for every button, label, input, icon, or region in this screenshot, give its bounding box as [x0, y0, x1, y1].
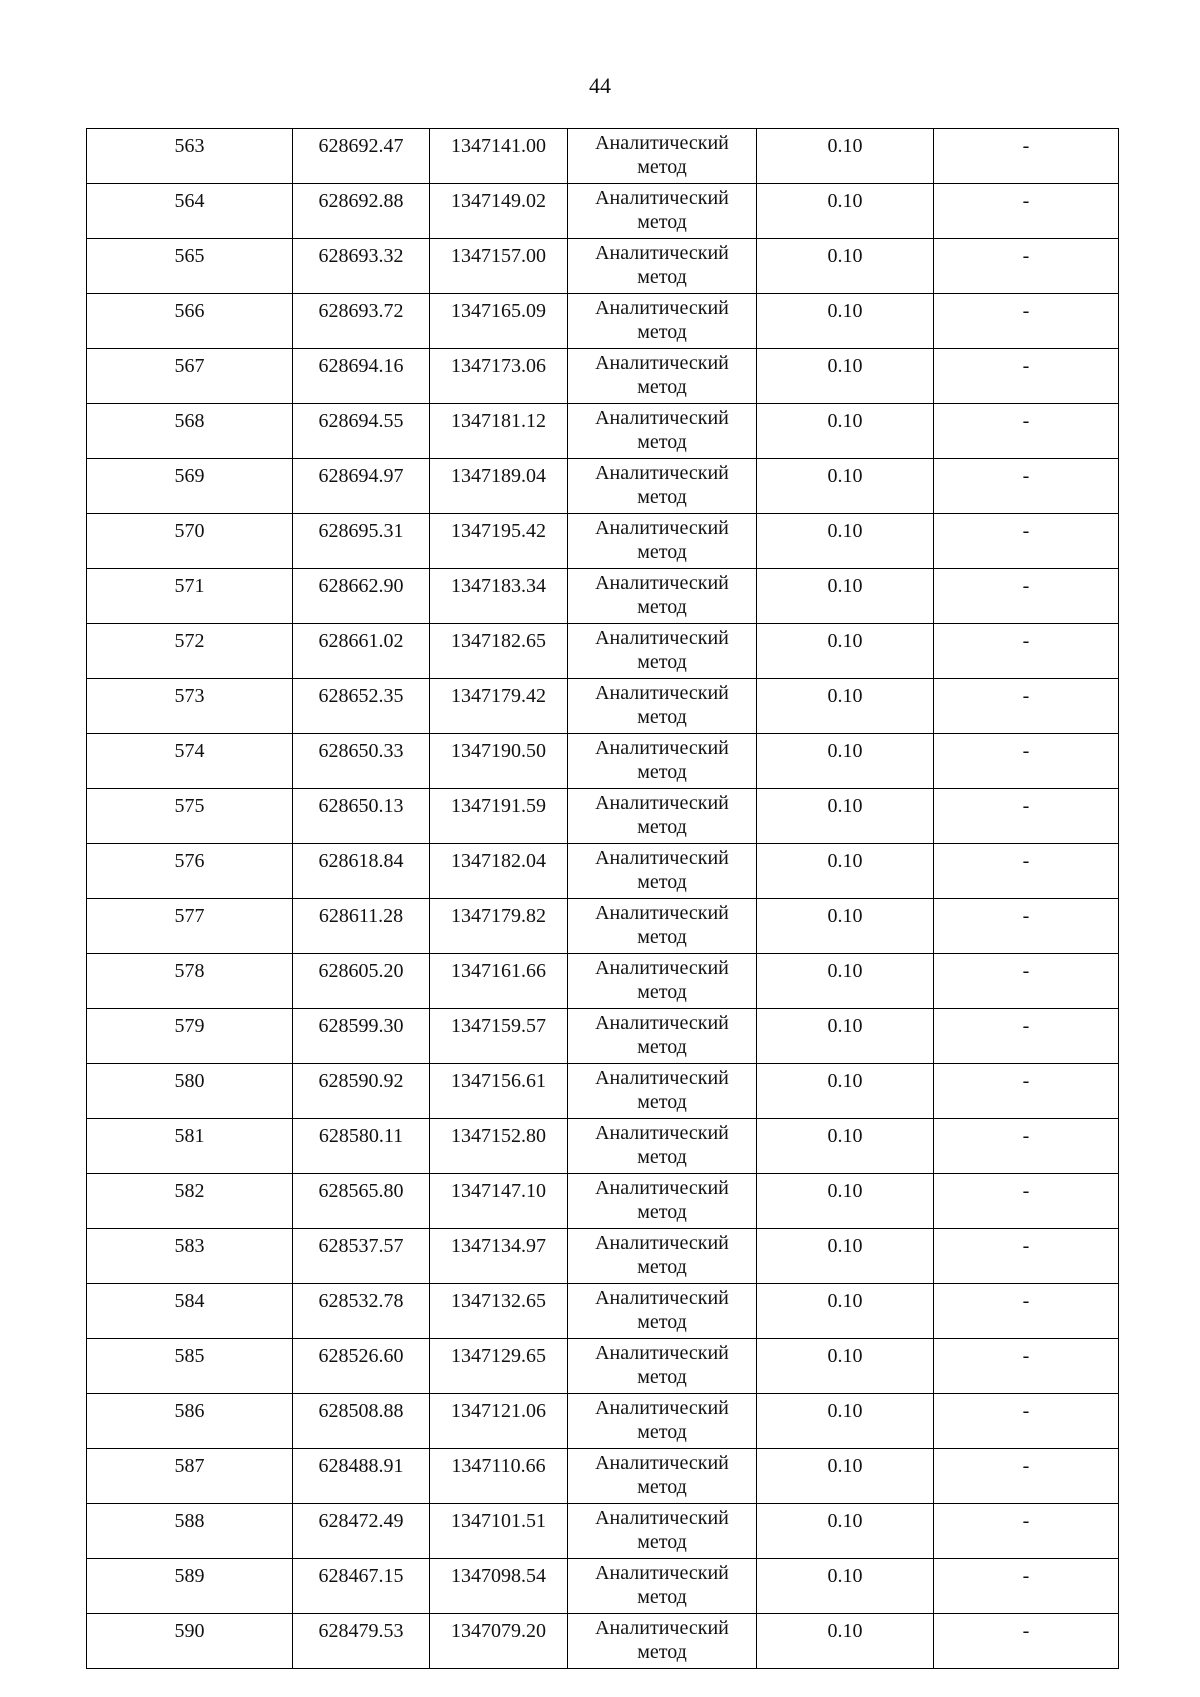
note-cell: - — [934, 514, 1119, 569]
note-cell: - — [934, 899, 1119, 954]
point-number-cell: 582 — [87, 1174, 293, 1229]
x-coordinate-cell: 628693.32 — [293, 239, 430, 294]
point-number-cell: 568 — [87, 404, 293, 459]
accuracy-cell: 0.10 — [757, 734, 934, 789]
accuracy-cell: 0.10 — [757, 1284, 934, 1339]
table-row — [87, 459, 1119, 514]
method-line-2: метод — [637, 1421, 687, 1443]
x-coordinate-cell: 628599.30 — [293, 1009, 430, 1064]
note-cell: - — [934, 954, 1119, 1009]
method-cell — [568, 679, 757, 734]
point-number-cell: 581 — [87, 1119, 293, 1174]
accuracy-cell: 0.10 — [757, 1559, 934, 1614]
table-row — [87, 514, 1119, 569]
y-coordinate-cell: 1347182.04 — [430, 844, 568, 899]
method-line-2: метод — [637, 596, 687, 618]
method-line-2: метод — [637, 1201, 687, 1223]
accuracy-cell: 0.10 — [757, 1119, 934, 1174]
note-cell: - — [934, 1339, 1119, 1394]
accuracy-cell: 0.10 — [757, 1394, 934, 1449]
table-row — [87, 624, 1119, 679]
method-line-2: метод — [637, 706, 687, 728]
accuracy-cell: 0.10 — [757, 184, 934, 239]
method-line-2: метод — [637, 1091, 687, 1113]
note-cell: - — [934, 1174, 1119, 1229]
method-cell — [568, 239, 757, 294]
x-coordinate-cell: 628526.60 — [293, 1339, 430, 1394]
y-coordinate-cell: 1347079.20 — [430, 1614, 568, 1669]
accuracy-cell: 0.10 — [757, 1614, 934, 1669]
point-number-cell: 576 — [87, 844, 293, 899]
method-cell — [568, 459, 757, 514]
accuracy-cell: 0.10 — [757, 954, 934, 1009]
note-cell: - — [934, 129, 1119, 184]
accuracy-cell: 0.10 — [757, 1339, 934, 1394]
point-number-cell: 565 — [87, 239, 293, 294]
accuracy-cell: 0.10 — [757, 349, 934, 404]
method-cell — [568, 1449, 757, 1504]
note-cell: - — [934, 844, 1119, 899]
x-coordinate-cell: 628662.90 — [293, 569, 430, 624]
method-line-1: Аналитический — [595, 957, 729, 979]
point-number-cell: 590 — [87, 1614, 293, 1669]
accuracy-cell: 0.10 — [757, 1229, 934, 1284]
table-row — [87, 1394, 1119, 1449]
y-coordinate-cell: 1347121.06 — [430, 1394, 568, 1449]
page-number: 44 — [589, 73, 611, 98]
method-cell — [568, 1174, 757, 1229]
accuracy-cell: 0.10 — [757, 899, 934, 954]
table-row — [87, 294, 1119, 349]
note-cell: - — [934, 569, 1119, 624]
table-row — [87, 734, 1119, 789]
x-coordinate-cell: 628692.47 — [293, 129, 430, 184]
note-cell: - — [934, 679, 1119, 734]
x-coordinate-cell: 628565.80 — [293, 1174, 430, 1229]
method-line-1: Аналитический — [595, 1067, 729, 1089]
method-line-2: метод — [637, 211, 687, 233]
method-line-1: Аналитический — [595, 462, 729, 484]
point-number-cell: 583 — [87, 1229, 293, 1284]
point-number-cell: 577 — [87, 899, 293, 954]
method-line-1: Аналитический — [595, 1122, 729, 1144]
accuracy-cell: 0.10 — [757, 1504, 934, 1559]
note-cell: - — [934, 1064, 1119, 1119]
method-line-2: метод — [637, 651, 687, 673]
note-cell: - — [934, 459, 1119, 514]
method-line-2: метод — [637, 1641, 687, 1663]
point-number-cell: 584 — [87, 1284, 293, 1339]
accuracy-cell: 0.10 — [757, 459, 934, 514]
method-line-1: Аналитический — [595, 1562, 729, 1584]
method-line-1: Аналитический — [595, 737, 729, 759]
method-line-2: метод — [637, 431, 687, 453]
note-cell: - — [934, 184, 1119, 239]
x-coordinate-cell: 628508.88 — [293, 1394, 430, 1449]
method-cell — [568, 899, 757, 954]
method-line-2: метод — [637, 981, 687, 1003]
note-cell: - — [934, 789, 1119, 844]
accuracy-cell: 0.10 — [757, 1449, 934, 1504]
method-line-2: метод — [637, 1036, 687, 1058]
note-cell: - — [934, 1559, 1119, 1614]
accuracy-cell: 0.10 — [757, 1009, 934, 1064]
method-line-1: Аналитический — [595, 1012, 729, 1034]
table-row — [87, 1119, 1119, 1174]
point-number-cell: 579 — [87, 1009, 293, 1064]
method-line-2: метод — [637, 486, 687, 508]
y-coordinate-cell: 1347156.61 — [430, 1064, 568, 1119]
y-coordinate-cell: 1347182.65 — [430, 624, 568, 679]
table-row — [87, 1009, 1119, 1064]
accuracy-cell: 0.10 — [757, 569, 934, 624]
x-coordinate-cell: 628479.53 — [293, 1614, 430, 1669]
note-cell: - — [934, 294, 1119, 349]
method-line-1: Аналитический — [595, 297, 729, 319]
method-line-1: Аналитический — [595, 1342, 729, 1364]
accuracy-cell: 0.10 — [757, 514, 934, 569]
x-coordinate-cell: 628467.15 — [293, 1559, 430, 1614]
note-cell: - — [934, 1119, 1119, 1174]
x-coordinate-cell: 628695.31 — [293, 514, 430, 569]
method-line-2: метод — [637, 1366, 687, 1388]
method-line-2: метод — [637, 1586, 687, 1608]
accuracy-cell: 0.10 — [757, 1064, 934, 1119]
x-coordinate-cell: 628692.88 — [293, 184, 430, 239]
accuracy-cell: 0.10 — [757, 789, 934, 844]
coordinates-table-body — [87, 129, 1119, 1669]
table-row — [87, 1504, 1119, 1559]
method-line-1: Аналитический — [595, 407, 729, 429]
method-line-1: Аналитический — [595, 572, 729, 594]
method-line-2: метод — [637, 1531, 687, 1553]
method-cell — [568, 954, 757, 1009]
method-line-1: Аналитический — [595, 682, 729, 704]
table-row — [87, 1339, 1119, 1394]
method-line-2: метод — [637, 321, 687, 343]
table-row — [87, 954, 1119, 1009]
method-cell — [568, 404, 757, 459]
y-coordinate-cell: 1347134.97 — [430, 1229, 568, 1284]
point-number-cell: 578 — [87, 954, 293, 1009]
point-number-cell: 586 — [87, 1394, 293, 1449]
note-cell: - — [934, 1449, 1119, 1504]
method-line-1: Аналитический — [595, 1287, 729, 1309]
coordinates-table — [86, 128, 1119, 1669]
y-coordinate-cell: 1347098.54 — [430, 1559, 568, 1614]
y-coordinate-cell: 1347179.42 — [430, 679, 568, 734]
method-cell — [568, 1614, 757, 1669]
method-line-1: Аналитический — [595, 187, 729, 209]
y-coordinate-cell: 1347181.12 — [430, 404, 568, 459]
method-line-2: метод — [637, 1311, 687, 1333]
point-number-cell: 587 — [87, 1449, 293, 1504]
method-line-2: метод — [637, 266, 687, 288]
method-cell — [568, 569, 757, 624]
y-coordinate-cell: 1347147.10 — [430, 1174, 568, 1229]
note-cell: - — [934, 349, 1119, 404]
point-number-cell: 580 — [87, 1064, 293, 1119]
x-coordinate-cell: 628618.84 — [293, 844, 430, 899]
method-line-2: метод — [637, 816, 687, 838]
method-line-1: Аналитический — [595, 1617, 729, 1639]
x-coordinate-cell: 628694.97 — [293, 459, 430, 514]
method-cell — [568, 1229, 757, 1284]
method-cell — [568, 1284, 757, 1339]
note-cell: - — [934, 404, 1119, 459]
x-coordinate-cell: 628590.92 — [293, 1064, 430, 1119]
method-cell — [568, 294, 757, 349]
table-row — [87, 129, 1119, 184]
method-cell — [568, 1559, 757, 1614]
table-row — [87, 239, 1119, 294]
note-cell: - — [934, 624, 1119, 679]
point-number-cell: 567 — [87, 349, 293, 404]
table-row — [87, 1284, 1119, 1339]
point-number-cell: 571 — [87, 569, 293, 624]
method-line-1: Аналитический — [595, 1397, 729, 1419]
method-line-1: Аналитический — [595, 1452, 729, 1474]
table-row — [87, 789, 1119, 844]
x-coordinate-cell: 628661.02 — [293, 624, 430, 679]
method-cell — [568, 1394, 757, 1449]
y-coordinate-cell: 1347179.82 — [430, 899, 568, 954]
x-coordinate-cell: 628694.55 — [293, 404, 430, 459]
table-row — [87, 1614, 1119, 1669]
method-line-2: метод — [637, 761, 687, 783]
point-number-cell: 574 — [87, 734, 293, 789]
x-coordinate-cell: 628650.33 — [293, 734, 430, 789]
x-coordinate-cell: 628532.78 — [293, 1284, 430, 1339]
x-coordinate-cell: 628472.49 — [293, 1504, 430, 1559]
y-coordinate-cell: 1347159.57 — [430, 1009, 568, 1064]
accuracy-cell: 0.10 — [757, 624, 934, 679]
y-coordinate-cell: 1347149.02 — [430, 184, 568, 239]
point-number-cell: 569 — [87, 459, 293, 514]
method-line-1: Аналитический — [595, 1232, 729, 1254]
note-cell: - — [934, 1504, 1119, 1559]
y-coordinate-cell: 1347161.66 — [430, 954, 568, 1009]
y-coordinate-cell: 1347183.34 — [430, 569, 568, 624]
accuracy-cell: 0.10 — [757, 129, 934, 184]
accuracy-cell: 0.10 — [757, 679, 934, 734]
y-coordinate-cell: 1347132.65 — [430, 1284, 568, 1339]
method-line-1: Аналитический — [595, 352, 729, 374]
y-coordinate-cell: 1347101.51 — [430, 1504, 568, 1559]
method-cell — [568, 1339, 757, 1394]
y-coordinate-cell: 1347110.66 — [430, 1449, 568, 1504]
point-number-cell: 563 — [87, 129, 293, 184]
method-cell — [568, 734, 757, 789]
point-number-cell: 566 — [87, 294, 293, 349]
method-line-2: метод — [637, 541, 687, 563]
y-coordinate-cell: 1347191.59 — [430, 789, 568, 844]
table-row — [87, 1449, 1119, 1504]
point-number-cell: 588 — [87, 1504, 293, 1559]
point-number-cell: 589 — [87, 1559, 293, 1614]
method-line-2: метод — [637, 926, 687, 948]
method-cell — [568, 624, 757, 679]
x-coordinate-cell: 628488.91 — [293, 1449, 430, 1504]
method-line-2: метод — [637, 376, 687, 398]
method-line-1: Аналитический — [595, 902, 729, 924]
method-line-1: Аналитический — [595, 627, 729, 649]
method-line-1: Аналитический — [595, 792, 729, 814]
y-coordinate-cell: 1347165.09 — [430, 294, 568, 349]
accuracy-cell: 0.10 — [757, 294, 934, 349]
note-cell: - — [934, 734, 1119, 789]
method-line-1: Аналитический — [595, 847, 729, 869]
x-coordinate-cell: 628650.13 — [293, 789, 430, 844]
accuracy-cell: 0.10 — [757, 1174, 934, 1229]
y-coordinate-cell: 1347189.04 — [430, 459, 568, 514]
point-number-cell: 575 — [87, 789, 293, 844]
x-coordinate-cell: 628611.28 — [293, 899, 430, 954]
method-cell — [568, 789, 757, 844]
method-line-2: метод — [637, 156, 687, 178]
y-coordinate-cell: 1347190.50 — [430, 734, 568, 789]
x-coordinate-cell: 628605.20 — [293, 954, 430, 1009]
point-number-cell: 572 — [87, 624, 293, 679]
point-number-cell: 573 — [87, 679, 293, 734]
table-row — [87, 899, 1119, 954]
method-cell — [568, 184, 757, 239]
method-cell — [568, 844, 757, 899]
point-number-cell: 564 — [87, 184, 293, 239]
point-number-cell: 570 — [87, 514, 293, 569]
y-coordinate-cell: 1347152.80 — [430, 1119, 568, 1174]
x-coordinate-cell: 628693.72 — [293, 294, 430, 349]
method-cell — [568, 1009, 757, 1064]
table-row — [87, 404, 1119, 459]
method-line-1: Аналитический — [595, 1507, 729, 1529]
method-cell — [568, 1064, 757, 1119]
point-number-cell: 585 — [87, 1339, 293, 1394]
table-row — [87, 1064, 1119, 1119]
accuracy-cell: 0.10 — [757, 239, 934, 294]
method-line-2: метод — [637, 1476, 687, 1498]
method-line-2: метод — [637, 1256, 687, 1278]
table-row — [87, 1174, 1119, 1229]
method-cell — [568, 129, 757, 184]
table-row — [87, 184, 1119, 239]
y-coordinate-cell: 1347195.42 — [430, 514, 568, 569]
table-row — [87, 679, 1119, 734]
table-row — [87, 569, 1119, 624]
note-cell: - — [934, 1229, 1119, 1284]
method-cell — [568, 514, 757, 569]
y-coordinate-cell: 1347129.65 — [430, 1339, 568, 1394]
table-row — [87, 1229, 1119, 1284]
method-line-2: метод — [637, 871, 687, 893]
note-cell: - — [934, 1009, 1119, 1064]
accuracy-cell: 0.10 — [757, 844, 934, 899]
y-coordinate-cell: 1347141.00 — [430, 129, 568, 184]
x-coordinate-cell: 628694.16 — [293, 349, 430, 404]
method-line-1: Аналитический — [595, 1177, 729, 1199]
table-row — [87, 1559, 1119, 1614]
method-line-1: Аналитический — [595, 242, 729, 264]
note-cell: - — [934, 239, 1119, 294]
method-line-1: Аналитический — [595, 132, 729, 154]
accuracy-cell: 0.10 — [757, 404, 934, 459]
table-row — [87, 844, 1119, 899]
x-coordinate-cell: 628580.11 — [293, 1119, 430, 1174]
x-coordinate-cell: 628652.35 — [293, 679, 430, 734]
y-coordinate-cell: 1347157.00 — [430, 239, 568, 294]
method-cell — [568, 1119, 757, 1174]
method-cell — [568, 349, 757, 404]
table-row — [87, 349, 1119, 404]
x-coordinate-cell: 628537.57 — [293, 1229, 430, 1284]
method-cell — [568, 1504, 757, 1559]
method-line-2: метод — [637, 1146, 687, 1168]
note-cell: - — [934, 1284, 1119, 1339]
method-line-1: Аналитический — [595, 517, 729, 539]
note-cell: - — [934, 1394, 1119, 1449]
note-cell: - — [934, 1614, 1119, 1669]
y-coordinate-cell: 1347173.06 — [430, 349, 568, 404]
